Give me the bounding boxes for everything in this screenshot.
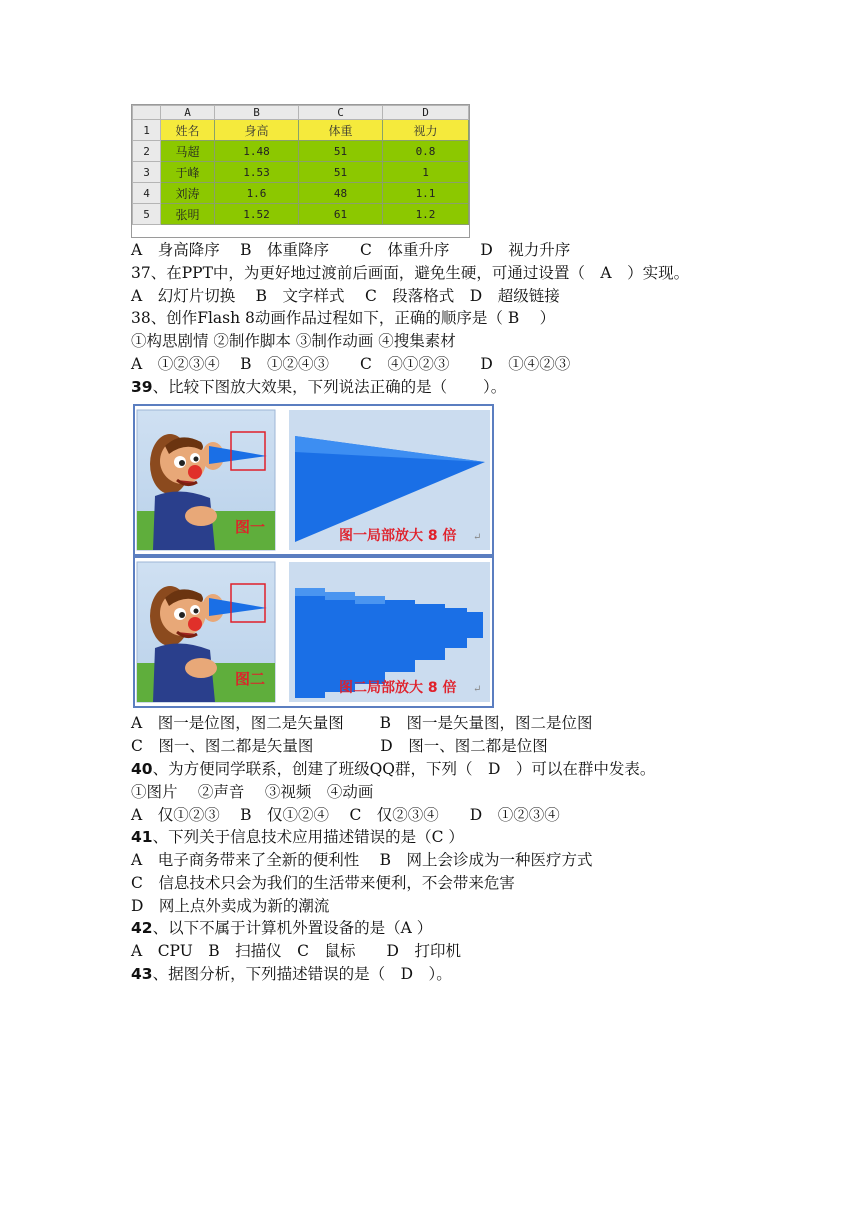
- question-37: 37、在PPT中，为更好地过渡前后画面，避免生硬，可通过设置（ A ）实现。: [131, 264, 690, 282]
- col-header-a: A: [161, 106, 215, 120]
- question-number: 42: [131, 919, 153, 937]
- figure-panel-two: [135, 558, 492, 706]
- header-cell: 身高: [215, 120, 299, 141]
- question-number: 43: [131, 965, 153, 983]
- vision-cell: 1.2: [383, 204, 469, 225]
- header-cell: 视力: [383, 120, 469, 141]
- q41-option-d: D 网上点外卖成为新的潮流: [131, 897, 330, 915]
- header-cell: 体重: [299, 120, 383, 141]
- question-42: [131, 918, 432, 938]
- name-cell: 于峰: [161, 162, 215, 183]
- question-text: 、以下不属于计算机外置设备的是（A ）: [152, 919, 433, 937]
- q40-options: A 仅①②③ B 仅①②④ C 仅②③④ D ①②③④: [131, 806, 560, 824]
- figure-one-label: 图一: [235, 518, 266, 536]
- column-header-row: [133, 106, 469, 120]
- question-number: 40: [131, 760, 153, 778]
- table-row: [133, 204, 469, 225]
- weight-cell: 48: [299, 183, 383, 204]
- row-number: 4: [133, 183, 161, 204]
- question-text: 、比较下图放大效果，下列说法正确的是（ ）。: [152, 378, 507, 396]
- name-cell: 张明: [161, 204, 215, 225]
- q42-options: A CPU B 扫描仪 C 鼠标 D 打印机: [131, 942, 461, 960]
- col-header-c: C: [299, 106, 383, 120]
- q40-items: ①图片 ②声音 ③视频 ④动画: [131, 783, 374, 801]
- q37-options: A 幻灯片切换 B 文字样式 C 段落格式 D 超级链接: [131, 287, 560, 305]
- height-cell: 1.53: [215, 162, 299, 183]
- header-cell: 姓名: [161, 120, 215, 141]
- question-41: [131, 827, 464, 847]
- q38-options: A ①②③④ B ①②④③ C ④①②③ D ①④②③: [131, 355, 571, 373]
- weight-cell: 51: [299, 141, 383, 162]
- row-number: 3: [133, 162, 161, 183]
- vision-cell: 1.1: [383, 183, 469, 204]
- table-row: [133, 183, 469, 204]
- table-row: [133, 141, 469, 162]
- caption-mark: ↵: [473, 684, 482, 695]
- col-header-b: B: [215, 106, 299, 120]
- q41-option-ab: A 电子商务带来了全新的便利性 B 网上会诊成为一种医疗方式: [131, 851, 593, 869]
- row-number: 2: [133, 141, 161, 162]
- q39-options-ab: A 图一是位图，图二是矢量图 B 图一是矢量图，图二是位图: [131, 714, 593, 732]
- weight-cell: 51: [299, 162, 383, 183]
- question-text: 、下列关于信息技术应用描述错误的是（C ）: [152, 828, 464, 846]
- vision-cell: 0.8: [383, 141, 469, 162]
- question-43: [131, 964, 452, 984]
- figure-one-caption: 图一局部放大 8 倍: [339, 528, 457, 544]
- table-header-row: [133, 120, 469, 141]
- q41-option-c: C 信息技术只会为我们的生活带来便利，不会带来危害: [131, 874, 515, 892]
- weight-cell: 61: [299, 204, 383, 225]
- figure-two-caption: 图二局部放大 8 倍: [339, 680, 457, 696]
- question-38: 38、创作Flash 8动画作品过程如下，正确的顺序是（ B ）: [131, 309, 556, 327]
- name-cell: 马超: [161, 141, 215, 162]
- row-number: 1: [133, 120, 161, 141]
- question-text: 、据图分析，下列描述错误的是（ D ）。: [152, 965, 452, 983]
- question-number: 41: [131, 828, 153, 846]
- vector-bitmap-figure: [133, 404, 494, 708]
- q38-steps: ①构思剧情 ②制作脚本 ③制作动画 ④搜集素材: [131, 332, 456, 350]
- height-cell: 1.48: [215, 141, 299, 162]
- table-row: [133, 162, 469, 183]
- spreadsheet-image: [131, 104, 470, 238]
- height-cell: 1.52: [215, 204, 299, 225]
- name-cell: 刘涛: [161, 183, 215, 204]
- question-text: 、为方便同学联系，创建了班级QQ群，下列（ D ）可以在群中发表。: [152, 760, 656, 778]
- col-header-d: D: [383, 106, 469, 120]
- row-number: 5: [133, 204, 161, 225]
- corner-cell: [133, 106, 161, 120]
- figure-two-label: 图二: [235, 670, 266, 688]
- question-number: 39: [131, 378, 153, 396]
- height-cell: 1.6: [215, 183, 299, 204]
- q36-options: A 身高降序 B 体重降序 C 体重升序 D 视力升序: [131, 241, 571, 259]
- question-40: [131, 759, 655, 779]
- vision-cell: 1: [383, 162, 469, 183]
- caption-mark: ↵: [473, 532, 482, 543]
- question-39: [131, 377, 506, 397]
- figure-panel-one: [135, 406, 492, 554]
- q39-options-cd: C 图一、图二都是矢量图 D 图一、图二都是位图: [131, 737, 548, 755]
